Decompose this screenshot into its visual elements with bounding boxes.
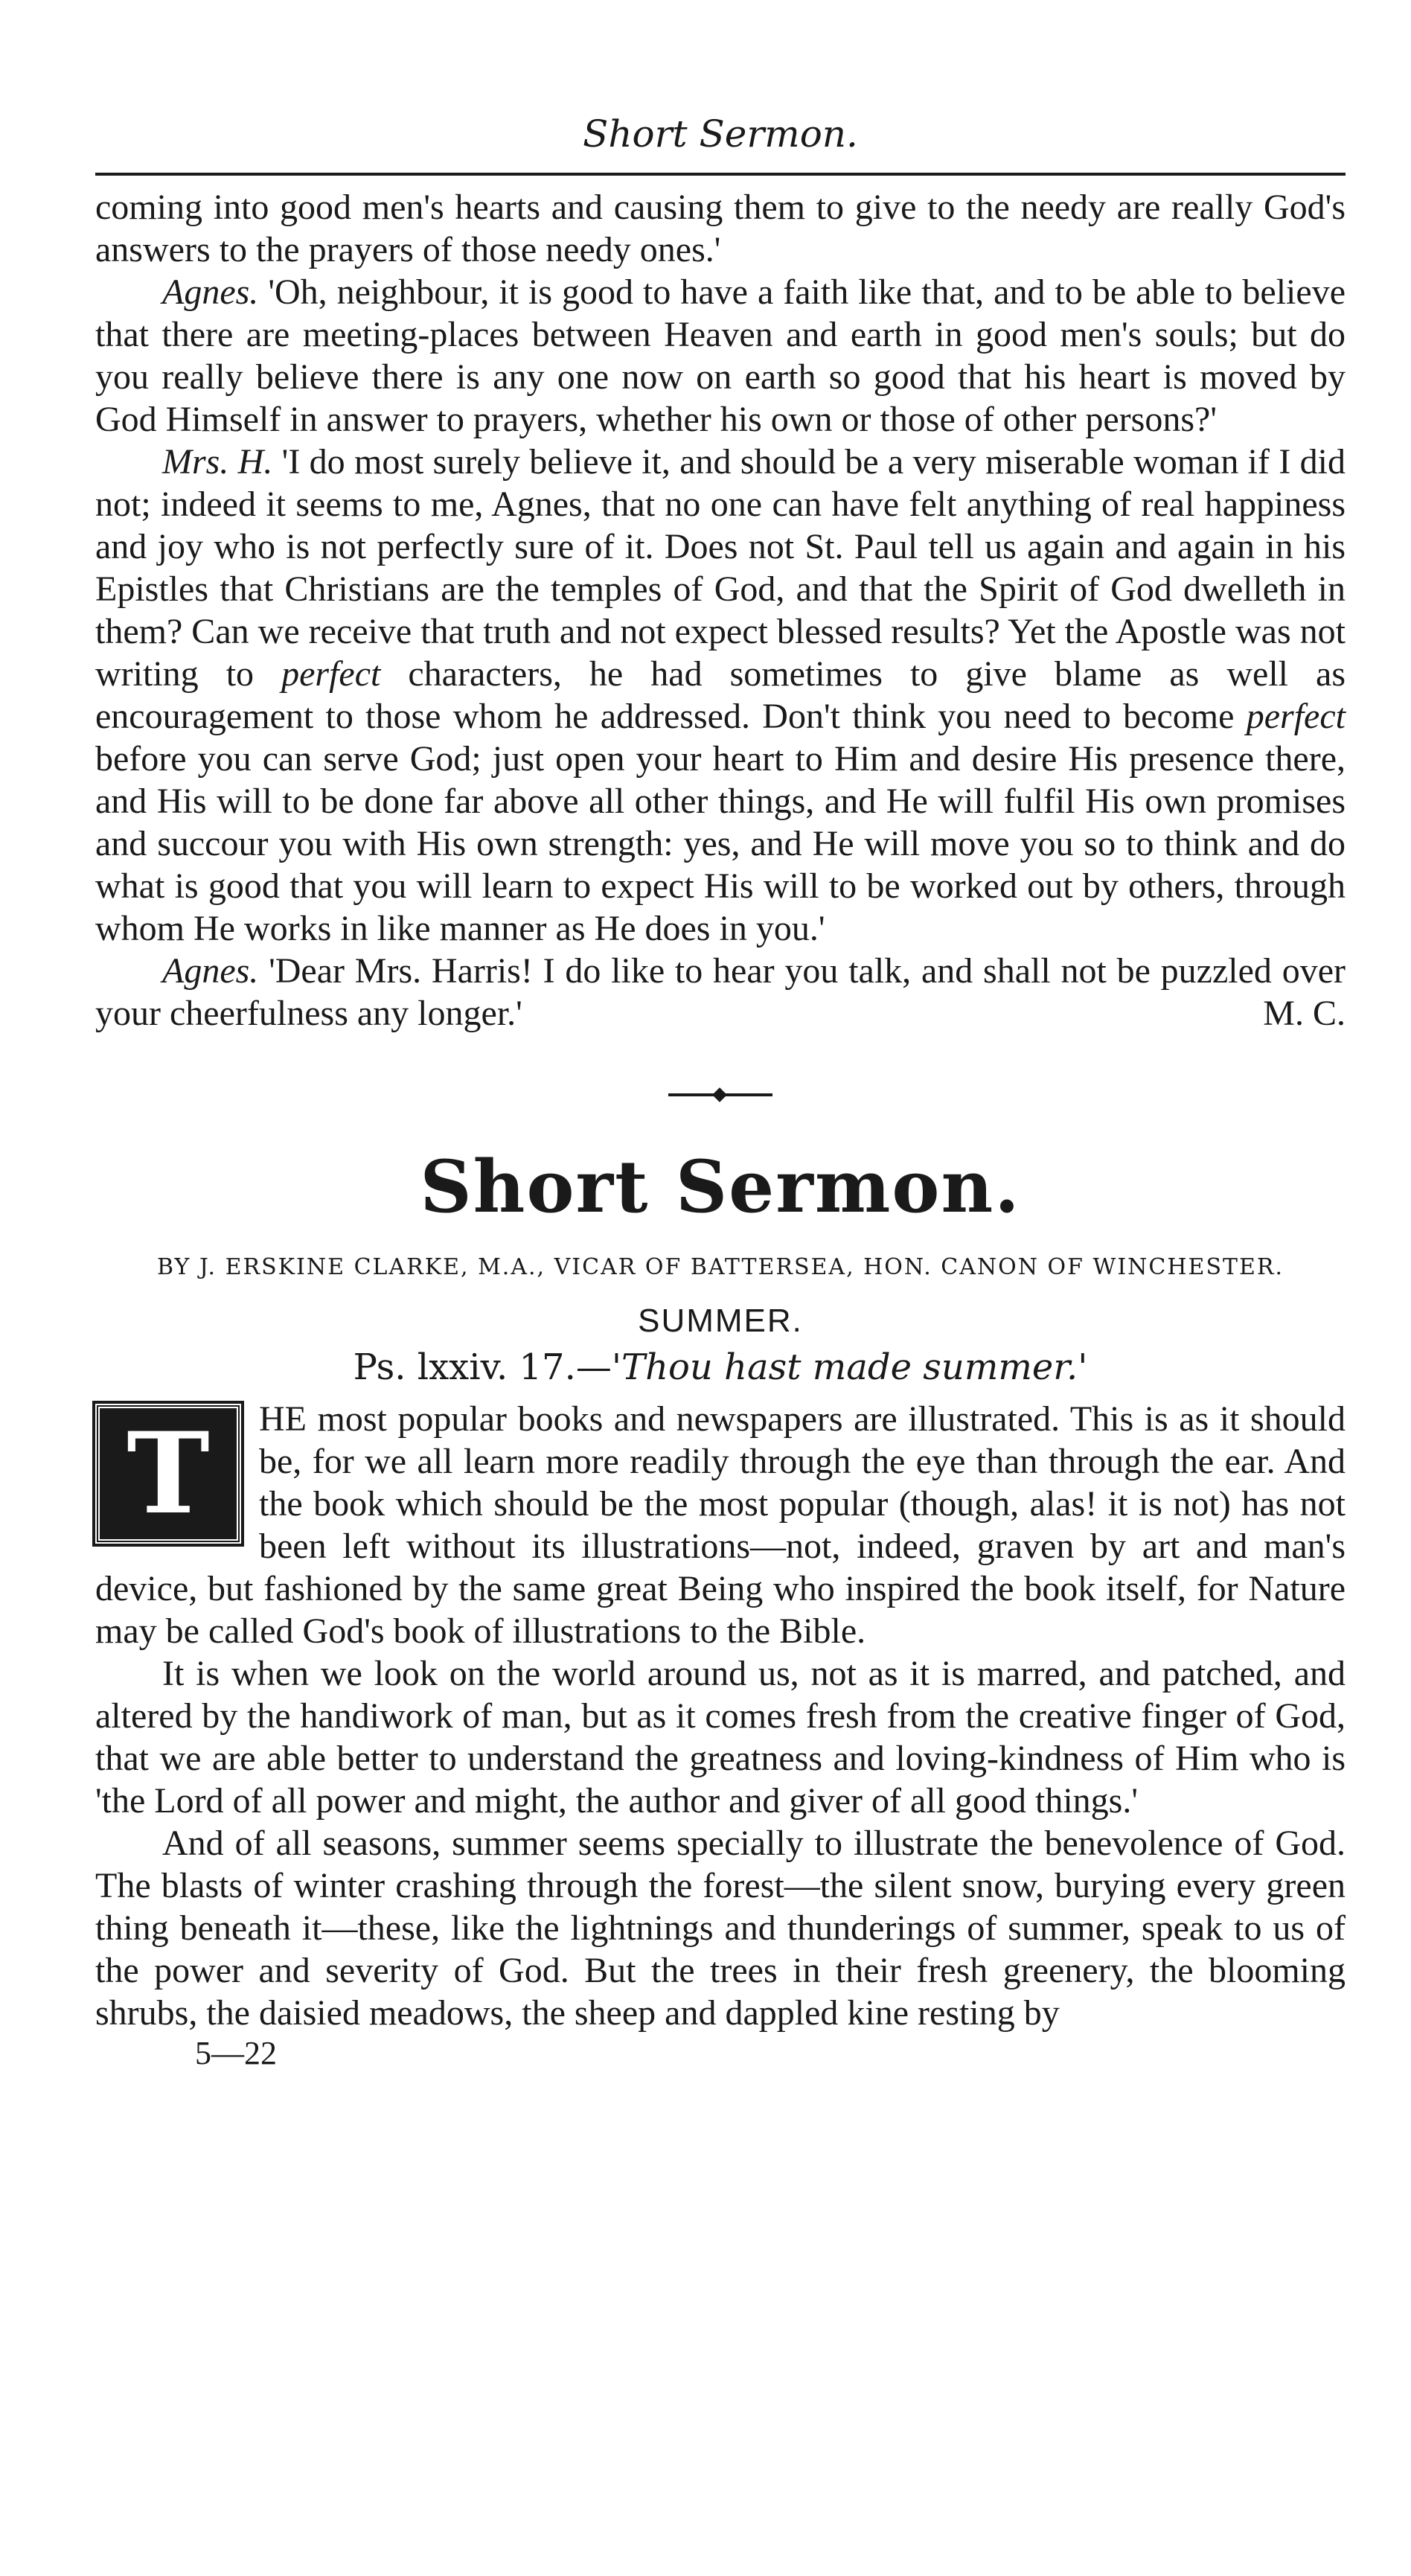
sermon-paragraph (95, 1398, 1346, 1652)
speaker-name: Agnes. (162, 951, 259, 991)
epigraph-quote: 'Thou hast made summer.' (611, 1346, 1088, 1388)
emphasis-text: perfect (1246, 697, 1346, 736)
sermon-title: Short Sermon. (420, 1145, 1021, 1229)
dialogue-paragraph (95, 950, 1346, 1035)
dialogue-paragraph (95, 441, 1346, 950)
running-head: Short Sermon. (583, 112, 858, 156)
paragraph-text: 'Dear Mrs. Harris! I do like to hear you talk, and shall not be puzzled over your cheerfulness any longer.' (95, 951, 1346, 1033)
speaker-name: Mrs. H. (162, 442, 273, 482)
header-rule (95, 173, 1346, 176)
paragraph-text: characters, he had sometimes to give blame as well as encouragement to those whom he addressed. Don't think you need to become (95, 654, 1346, 736)
section-title: SUMMER. (638, 1303, 803, 1339)
paragraph-text: And of all seasons, summer seems specially to illustrate the benevolence of God. The blasts of winter crashing through the forest—the silent snow, burying every green thing beneath it—these, like the lightnings and thunderings of summer, speak to us of the power and severity of God. But the trees in their fresh greenery, the blooming shrubs, the daisied meadows, the sheep and dappled kine resting by (95, 1824, 1346, 2033)
dialogue-paragraph (95, 186, 1346, 271)
sermon-byline: BY J. ERSKINE CLARKE, M.A., VICAR OF BATTERSEA, HON. CANON OF WINCHESTER. (156, 1254, 1284, 1280)
sermon-paragraph (95, 1822, 1346, 2034)
emphasis-text: perfect (281, 654, 381, 694)
dialogue-paragraph (95, 271, 1346, 441)
folio-signature: 5—22 (195, 2035, 277, 2071)
paragraph-text: 'Oh, neighbour, it is good to have a faith like that, and to be able to believe that there are meeting-places between Heaven and earth in good men's souls; but do you really believe there is any one now on earth so good that his heart is moved by God Himself in answer to prayers, whether his own or those of other persons?' (95, 272, 1346, 439)
dialogue-section (95, 186, 1346, 1035)
section-ornament (668, 1090, 772, 1099)
paragraph-text: 'I do most surely believe it, and should be a very miserable woman if I did not; indeed it seems to me, Agnes, that no one can have felt anything of real happiness and joy who is not perfectly sure of it. Does not St. Paul tell us again and again in his Epistles that Christians are the temples of God, and that the Spirit of God dwelleth in them? Can we receive that truth and not expect blessed results? Yet the Apostle was not writing to (95, 442, 1346, 694)
author-signature: M. C. (1263, 994, 1346, 1033)
epigraph (95, 1344, 1346, 1390)
paragraph-text: coming into good men's hearts and causing them to give to the needy are really God's answers to the prayers of those needy ones.' (95, 188, 1346, 269)
page (95, 112, 1346, 2073)
paragraph-text: before you can serve God; just open your heart to Him and desire His presence there, and His will to be done far above all other things, and He will fulfil His own promises and succour you with His own strength: yes, and He will move you so to think and do what is good that you will learn to expect His will to be worked out by others, through whom He works in like manner as He does in you.' (95, 739, 1346, 948)
epigraph-reference: Ps. lxxiv. 17.— (353, 1346, 612, 1388)
paragraph-text: HE most popular books and newspapers are illustrated. This is as it should be, for we all learn more readily through the eye than through the ear. And the book which should be the most popular (though, alas! it is not) has not been left without its illustrations—not, indeed, graven by art and man's device, but fashioned by the same great Being who inspired the book itself, for Nature may be called God's book of illustrations to the Bible. (95, 1399, 1346, 1651)
speaker-name: Agnes. (162, 272, 259, 312)
sermon-paragraph (95, 1652, 1346, 1822)
drop-cap: T (95, 1404, 241, 1544)
sermon-body (95, 1398, 1346, 2034)
paragraph-text: It is when we look on the world around us, not as it is marred, and patched, and altered by the handiwork of man, but as it comes fresh from the creative finger of God, that we are able better to understand the greatness and loving-kindness of Him who is 'the Lord of all power and might, the author and giver of all good things.' (95, 1654, 1346, 1821)
